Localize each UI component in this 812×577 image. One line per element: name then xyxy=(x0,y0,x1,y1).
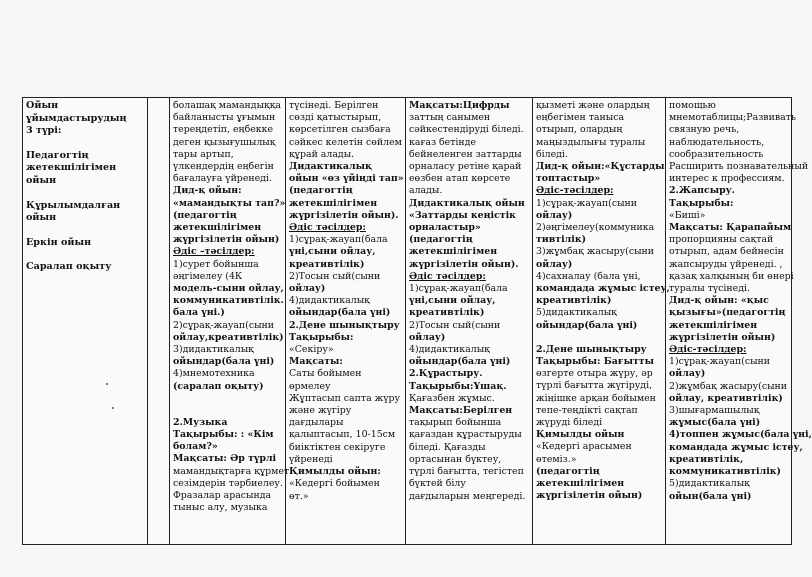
text-line: Әдіс тәсілдер: xyxy=(409,270,486,282)
text-line: Дид-қ ойын: «қыс xyxy=(669,295,769,307)
text-line: «Заттарды кеңістік xyxy=(409,209,516,221)
text-line: Дид-қ ойын: xyxy=(173,185,242,197)
spacer xyxy=(26,138,144,150)
text-line: өрмелеу xyxy=(289,380,331,392)
text-line: ойын(бала үні) xyxy=(669,490,752,502)
spacer xyxy=(173,393,282,405)
text-line: Дид-қ ойын:«Құстарды xyxy=(536,161,665,173)
text-line: модель-сыни ойлау, xyxy=(173,283,284,295)
text-line: креативтілік) xyxy=(536,295,612,307)
text-line: Тақырыбы: Бағытты xyxy=(536,356,654,368)
scan-speck xyxy=(112,407,114,409)
text-line: көрсетілген сызбаға xyxy=(289,124,391,136)
scan-speck xyxy=(106,383,108,385)
text-line: дағдылары xyxy=(289,417,344,429)
text-line: тереңдетіп, еңбекке xyxy=(173,124,274,136)
text-line: ойын «өз үйіңді тап» xyxy=(289,173,404,185)
text-line: тақырып бойынша xyxy=(409,417,502,429)
text-line: «Биші» xyxy=(669,209,706,221)
spacer xyxy=(536,332,662,344)
text-line: біледі. xyxy=(536,148,568,160)
text-line: тивтілік) xyxy=(536,234,587,246)
text-line: үлкендердің еңбегін xyxy=(173,161,274,173)
text-line: 4)дидактикалық xyxy=(409,344,490,356)
text-line: орналасу ретіне қарай xyxy=(409,161,522,173)
text-line: бейнеленген заттарды xyxy=(409,148,522,160)
text-line: үйренеді xyxy=(289,453,333,465)
text-line: 2)жұмбақ жасыру(сыни xyxy=(669,380,788,392)
text-line: 2.Дене шынықтыру xyxy=(289,319,400,331)
activity-types-column xyxy=(23,98,148,544)
day-column-3 xyxy=(406,98,533,544)
text-line: қызметі және олардың xyxy=(536,100,650,111)
text-line: жетекшілігімен xyxy=(536,478,625,490)
text-line: жетекшілігімен xyxy=(669,319,758,331)
text-line: (педагогтің xyxy=(409,234,473,246)
text-line: кағаз бетінде xyxy=(409,136,476,148)
text-line: жапсыруды үйренеді. , xyxy=(669,258,783,270)
text-line: маңыздылығы туралы xyxy=(536,136,646,148)
text-line: ортасынан бүктеу, xyxy=(409,453,502,465)
text-line: сезімдерін тәрбиелеу. xyxy=(173,477,283,489)
text-line: түрлі бағытта жүгіруді, xyxy=(536,380,653,392)
text-line: Мақсаты:Цифрды xyxy=(409,100,510,111)
spacer xyxy=(173,405,282,417)
day-column-5 xyxy=(666,98,812,544)
text-line: бала үні.) xyxy=(173,307,225,319)
text-line: связную речь, xyxy=(669,124,740,136)
text-line: түрлі бағытта, тегістеп xyxy=(409,466,524,478)
text-line: Педагогтің xyxy=(26,149,89,161)
text-line: пропорцияны сақтай xyxy=(669,234,774,246)
text-line: туралы түсінеді. xyxy=(669,283,750,295)
text-line: қызығы»(педагогтің xyxy=(669,307,786,319)
text-line: Дидактикалық xyxy=(289,161,372,173)
spacer xyxy=(26,249,144,261)
text-line: 1)сұрақ-жауап(бала xyxy=(409,283,508,295)
text-line: 4)сахналау (бала үні, xyxy=(536,270,641,282)
text-line: тыныс алу, музыка xyxy=(173,502,268,514)
text-line: жұмыс(бала үні) xyxy=(669,417,761,429)
text-line: Әдіс-тәсілдер: xyxy=(536,185,614,197)
text-line: ойлау) xyxy=(669,368,706,380)
text-line: 2)Тосын сый(сыни xyxy=(289,270,381,282)
text-line: Саралап оқыту xyxy=(26,261,112,273)
text-line: ойын xyxy=(26,174,57,186)
text-line: және жүгіру xyxy=(289,405,352,417)
text-line: креативтілік, xyxy=(669,453,744,465)
day-column-2 xyxy=(286,98,406,544)
text-line: Мақсаты: Әр түрлі xyxy=(173,453,277,465)
text-line: жүруді біледі xyxy=(536,417,603,429)
text-line: (педагогтің xyxy=(289,185,353,197)
text-line: сообразительность xyxy=(669,148,764,160)
text-line: топтастыр» xyxy=(536,173,601,185)
text-line: ойындар(бала үні) xyxy=(173,356,275,368)
text-line: Расширить познавательный xyxy=(669,161,809,173)
text-line: Мақсаты: Қарапайым xyxy=(669,222,792,234)
text-line: жүргізілетін ойын) xyxy=(536,490,643,502)
text-line: сәйкес келетін сөйлем xyxy=(289,136,402,148)
text-line: ойын xyxy=(26,212,57,224)
text-line: болам?» xyxy=(173,441,218,453)
text-line: (педагогтің xyxy=(536,465,600,477)
text-line: мнемотаблицы;Развивать xyxy=(669,112,796,124)
text-line: жетекшілігімен xyxy=(26,162,117,174)
text-line: ойындар(бала үні) xyxy=(409,356,511,368)
text-line: сәйкестендіруді біледі. xyxy=(409,124,524,136)
spacer xyxy=(26,188,144,200)
text-line: жүргізілетін ойын). xyxy=(409,258,519,270)
text-line: командада жұмыс істеу, xyxy=(536,283,670,295)
text-line: 2)Тосын сый(сыни xyxy=(409,319,501,331)
text-line: жүргізілетін ойын) xyxy=(669,331,776,343)
text-line: коммуникативтілік. xyxy=(173,295,284,307)
text-line: ойлау) xyxy=(536,258,573,270)
text-line: Құрылымдалған xyxy=(26,199,121,211)
day-column-1 xyxy=(170,98,290,544)
text-line: Қимылды ойын xyxy=(536,429,625,441)
text-line: жетекшілігімен xyxy=(173,222,262,234)
text-line: әңгімелеу (4К xyxy=(173,270,243,282)
text-line: өтеміз.» xyxy=(536,453,577,465)
text-line: 2.Жапсыру. xyxy=(669,185,735,197)
text-line: коммуникативтілік) xyxy=(669,466,781,478)
text-line: креативтілік) xyxy=(289,258,365,270)
text-line: өзгерте отыра жүру, әр xyxy=(536,368,653,380)
text-line: Мақсаты:Берілген xyxy=(409,405,513,417)
text-line: тары артып, xyxy=(173,148,234,160)
text-line: үні,сыни ойлау, xyxy=(409,295,496,307)
text-line: түсінеді. Берілген xyxy=(289,100,379,111)
text-line: 3)жұмбақ жасыру(сыни xyxy=(536,246,655,258)
text-line: қазақ халқының би өнері xyxy=(669,270,794,282)
text-line: «Кедергі арасымен xyxy=(536,441,632,453)
text-line: ойындар(бала үні) xyxy=(289,307,391,319)
text-line: Ойын xyxy=(26,100,59,111)
text-line: Тақырыбы: : «Кім xyxy=(173,429,274,441)
text-line: 2)әңгімелеу(коммуника xyxy=(536,222,655,234)
text-line: Мақсаты: xyxy=(289,356,343,368)
text-line: сөзді қатыстырып, xyxy=(289,112,382,124)
text-line: 2.Құрастыру. xyxy=(409,368,483,380)
text-line: 2)сұрақ-жауап(сыни xyxy=(173,319,275,331)
text-line: 5)дидактикалық xyxy=(536,307,617,319)
text-line: наблюдательность, xyxy=(669,136,765,148)
text-line: «Секіру» xyxy=(289,344,334,356)
text-line: командада жұмыс істеу, xyxy=(669,441,803,453)
text-line: (саралап оқыту) xyxy=(173,380,264,392)
text-line: 3 түрі: xyxy=(26,125,62,137)
text-line: жүргізілетін ойын) xyxy=(173,234,280,246)
text-line: Еркін ойын xyxy=(26,236,92,248)
text-line: қағаздан құрастыруды xyxy=(409,429,522,441)
text-line: отырып, олардың xyxy=(536,124,623,136)
text-line: еңбегімен таныса xyxy=(536,112,625,124)
text-line: отырып, адам бейнесін xyxy=(669,246,784,258)
text-line: құрай алады. xyxy=(289,148,355,160)
text-line: бағалауға үйренеді. xyxy=(173,173,272,185)
text-line: біледі. Қағазды xyxy=(409,441,486,453)
text-line: ойлау,креативтілік) xyxy=(173,331,284,343)
text-line: болашақ мамандыққа xyxy=(173,100,281,111)
day-column-4 xyxy=(533,98,670,544)
text-line: мамандықтарға құрмет xyxy=(173,465,290,477)
text-line: 2.Музыка xyxy=(173,416,228,428)
text-line: бүктей білу xyxy=(409,478,466,490)
text-line: байланысты ұғымын xyxy=(173,112,276,124)
text-line: Әдіс тәсілдер: xyxy=(289,222,366,234)
text-line: жетекшілігімен xyxy=(289,197,378,209)
text-line: (педагогтің xyxy=(173,209,237,221)
text-line: 1)сұрақ-жауап(сыни xyxy=(536,197,638,209)
text-line: 3)шығармашылық xyxy=(669,405,760,417)
text-line: 4)мнемотехника xyxy=(173,368,255,380)
text-line: дағдыларын меңгереді. xyxy=(409,490,526,502)
text-line: Тақырыбы: xyxy=(669,197,734,209)
text-line: ұйымдастырудың xyxy=(26,112,127,124)
text-line: «Кедергі бойымен xyxy=(289,478,380,490)
text-line: ойлау) xyxy=(409,331,446,343)
text-line: үні,сыни ойлау, xyxy=(289,246,376,258)
text-line: «мамандықты тап?» xyxy=(173,197,286,209)
text-line: 1)сұрақ-жауап(бала xyxy=(289,234,388,246)
text-line: Тақырыбы:Ұшақ. xyxy=(409,380,507,392)
text-line: Фразалар арасында xyxy=(173,490,272,502)
text-line: ойлау) xyxy=(289,283,326,295)
text-line: алады. xyxy=(409,185,443,197)
text-line: заттың санымен xyxy=(409,112,491,124)
text-line: 3)дидактикалық xyxy=(173,344,254,356)
text-line: Саты бойымен xyxy=(289,368,362,380)
text-line: Қимылды ойын: xyxy=(289,466,381,478)
text-line: 5)дидактикалық xyxy=(669,478,750,490)
text-line: жіңішке арқан бойымен xyxy=(536,392,656,404)
text-line: помощью xyxy=(669,100,716,111)
text-line: Әдіс-тәсілдер: xyxy=(669,344,747,356)
text-line: еөзбен атап көрсете xyxy=(409,173,511,185)
text-line: тепе-теңдікті сақтап xyxy=(536,404,638,416)
text-line: Қағазбен жұмыс. xyxy=(409,392,495,404)
text-line: 2.Дене шынықтыру xyxy=(536,343,647,355)
text-line: жетекшілігімен xyxy=(409,246,498,258)
text-line: интерес к профессиям. xyxy=(669,173,785,185)
text-line: ойындар(бала үні) xyxy=(536,319,638,331)
text-line: ойлау, креативтілік) xyxy=(669,392,783,404)
lesson-plan-table xyxy=(22,97,812,545)
text-line: Дидактикалық ойын xyxy=(409,197,525,209)
text-line: Әдіс –тәсілдер: xyxy=(173,246,255,258)
spacer xyxy=(26,225,144,237)
text-line: орналастыр» xyxy=(409,222,481,234)
text-line: креативтілік) xyxy=(409,307,485,319)
text-line: 4)топпен жұмыс(бала үні, xyxy=(669,429,812,441)
text-line: қалыптасып, 10-15см xyxy=(289,429,396,441)
text-line: 1)сұрақ-жауап(сыни xyxy=(669,356,771,368)
text-line: биіктіктен секіруге xyxy=(289,441,386,453)
text-line: 4)дидактикалық xyxy=(289,295,370,307)
narrow-empty-column xyxy=(148,98,170,544)
text-line: деген қызығушылық xyxy=(173,136,276,148)
text-line: өт.» xyxy=(289,490,309,502)
text-line: Жұптасып сапта жүру xyxy=(289,392,401,404)
text-line: ойлау) xyxy=(536,209,573,221)
text-line: Тақырыбы: xyxy=(289,331,354,343)
text-line: жүргізілетін ойын). xyxy=(289,209,399,221)
text-line: 1)сурет бойынша xyxy=(173,258,259,270)
